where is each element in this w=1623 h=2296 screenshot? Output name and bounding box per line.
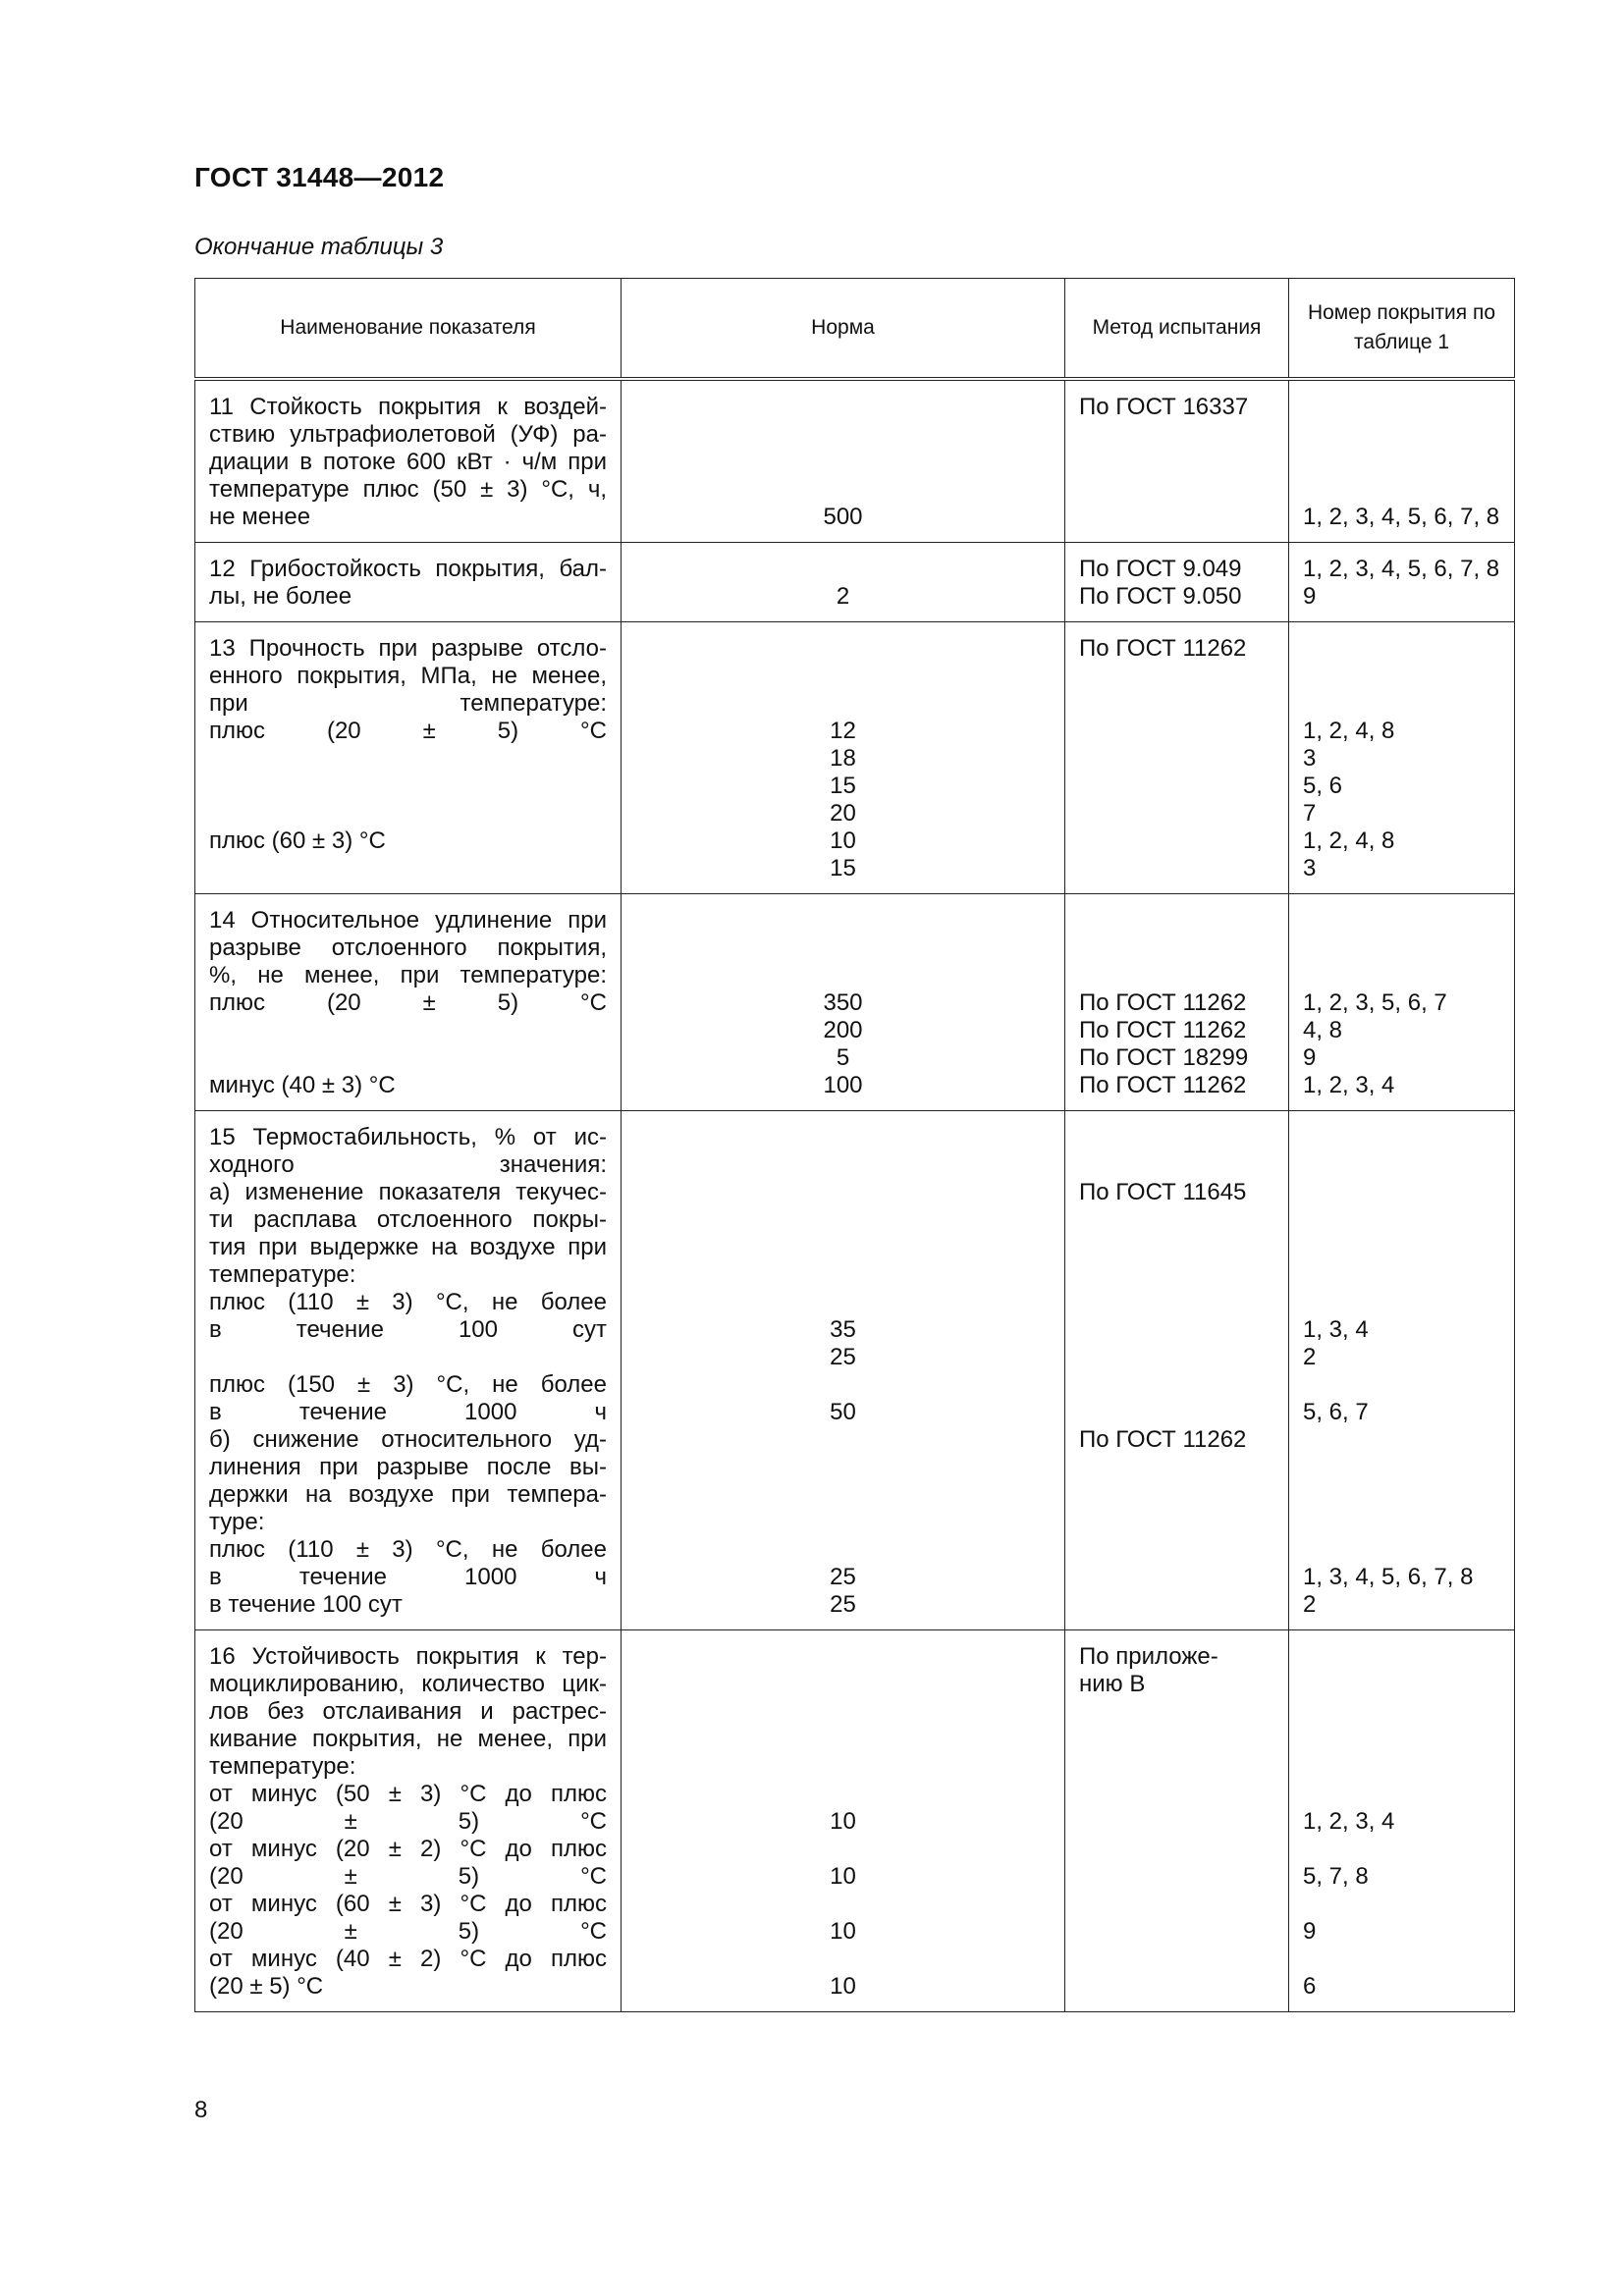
cell-line (635, 1946, 1051, 1973)
cell-line: (20 ± 5) °С (209, 1808, 607, 1835)
cell-line: 18 (830, 745, 856, 772)
cell-line (635, 421, 1051, 449)
cell-line (1079, 1371, 1274, 1399)
cell-line (1303, 962, 1500, 989)
cell-line: 1, 2, 3, 4 (1303, 1072, 1395, 1098)
cell-line (1079, 1234, 1274, 1261)
cell-line: при температуре: (209, 690, 607, 717)
cell-line: температуре: (209, 1753, 356, 1780)
cell-line (209, 800, 607, 828)
cell-line: По ГОСТ 18299 (1079, 1044, 1249, 1071)
cell-line (635, 1698, 1051, 1726)
cell-line (1079, 962, 1274, 989)
cell-line (1303, 907, 1500, 934)
cell-line: 16 Устойчивость покрытия к тер- (209, 1643, 607, 1670)
header-norm: Норма (622, 279, 1065, 380)
cell-line (1303, 1698, 1500, 1726)
cell-line (635, 1426, 1051, 1454)
cell-line: 15 (830, 773, 856, 799)
header-indicator-name: Наименование показателя (195, 279, 622, 380)
cell-line (635, 1643, 1051, 1671)
specification-table (194, 278, 1515, 2012)
cell-line (635, 1891, 1051, 1918)
cell-line: в течение 100 сут (209, 1316, 607, 1343)
cell-line: диации в потоке 600 кВт · ч/м при (209, 449, 607, 475)
cell-line: 1, 3, 4, 5, 6, 7, 8 (1303, 1564, 1474, 1590)
cell-line: линения при разрыве после вы- (209, 1454, 607, 1480)
cell-line: 20 (830, 800, 856, 827)
cell-line (1303, 1289, 1500, 1316)
cell-line: лы, не более (209, 583, 352, 610)
cell-line (635, 394, 1051, 421)
cell-line (1303, 1151, 1500, 1179)
cell-line (635, 1261, 1051, 1289)
cell-line: 10 (830, 828, 856, 854)
cell-line: 15 (830, 855, 856, 881)
cell-line (1303, 690, 1500, 718)
table-row (195, 1630, 1515, 2012)
cell-line: 10 (830, 1863, 856, 1890)
cell-line (1303, 476, 1500, 504)
cell-line: кивание покрытия, не менее, при (209, 1726, 607, 1752)
cell-line (209, 1344, 607, 1371)
cell-line: 12 (830, 718, 856, 744)
cell-line: По ГОСТ 16337 (1079, 394, 1249, 420)
cell-line: 1, 2, 3, 4, 5, 6, 7, 8 (1303, 504, 1500, 530)
cell-test-method (1065, 379, 1289, 543)
cell-coating-number (1289, 622, 1515, 894)
cell-line: 9 (1303, 583, 1317, 610)
cell-line (1303, 1836, 1500, 1863)
cell-test-method (1065, 622, 1289, 894)
cell-line: По ГОСТ 9.049 (1079, 556, 1242, 582)
cell-line: енного покрытия, МПа, не менее, (209, 663, 607, 689)
cell-line (1079, 907, 1274, 934)
cell-line (1303, 1371, 1500, 1399)
cell-line (635, 907, 1051, 934)
cell-line: температуре: (209, 1261, 356, 1288)
cell-norm-value (622, 1630, 1065, 2012)
cell-line: температуре плюс (50 ± 3) °С, ч, (209, 476, 607, 503)
cell-line (635, 934, 1051, 962)
cell-line (635, 1179, 1051, 1206)
cell-line (1303, 1481, 1500, 1509)
cell-line: По ГОСТ 11262 (1079, 989, 1247, 1016)
cell-line (1303, 1726, 1500, 1753)
cell-line (635, 1509, 1051, 1536)
cell-test-method (1065, 1111, 1289, 1630)
cell-line: 13 Прочность при разрыве отсло- (209, 635, 607, 662)
cell-line: в течение 100 сут (209, 1591, 403, 1618)
cell-line: 100 (823, 1072, 863, 1098)
table-row (195, 1111, 1515, 1630)
cell-line (1303, 1643, 1500, 1671)
cell-line (635, 1836, 1051, 1863)
cell-line (635, 556, 1051, 583)
cell-line: 1, 2, 3, 4, 5, 6, 7, 8 (1303, 556, 1500, 582)
cell-line (1303, 1179, 1500, 1206)
cell-line: 1, 2, 4, 8 (1303, 828, 1395, 854)
cell-norm-value (622, 622, 1065, 894)
cell-line: 50 (830, 1399, 856, 1425)
cell-line (635, 1726, 1051, 1753)
cell-test-method (1065, 543, 1289, 622)
cell-line: 9 (1303, 1044, 1317, 1071)
cell-coating-number (1289, 1111, 1515, 1630)
cell-norm-value (622, 543, 1065, 622)
cell-line (635, 1371, 1051, 1399)
cell-line: По ГОСТ 9.050 (1079, 583, 1242, 610)
cell-line: 10 (830, 1808, 856, 1835)
cell-line: нию В (1079, 1671, 1146, 1697)
cell-line (1303, 1234, 1500, 1261)
cell-line (635, 1481, 1051, 1509)
cell-line (1303, 449, 1500, 476)
cell-line (1303, 394, 1500, 421)
cell-line (635, 1234, 1051, 1261)
cell-line: 5, 6, 7 (1303, 1399, 1369, 1425)
cell-line (1303, 1946, 1500, 1973)
document-code: ГОСТ 31448—2012 (194, 162, 445, 192)
cell-line: По ГОСТ 11262 (1079, 1017, 1247, 1043)
cell-line: 2 (1303, 1591, 1317, 1618)
cell-line: 7 (1303, 800, 1317, 827)
cell-line: 25 (830, 1344, 856, 1370)
table-caption: Окончание таблицы 3 (194, 234, 444, 260)
cell-indicator-name (195, 894, 622, 1111)
cell-indicator-name (195, 543, 622, 622)
cell-line: 3 (1303, 855, 1317, 881)
cell-line (635, 663, 1051, 690)
cell-line: лов без отслаивания и растрес- (209, 1698, 607, 1725)
cell-line (1079, 1124, 1274, 1151)
cell-line: По ГОСТ 11262 (1079, 1426, 1247, 1453)
cell-line (1303, 1261, 1500, 1289)
cell-line: ходного значения: (209, 1151, 607, 1178)
cell-test-method (1065, 894, 1289, 1111)
cell-line: разрыве отслоенного покрытия, (209, 934, 607, 961)
cell-line: 350 (823, 989, 863, 1016)
cell-line (635, 1454, 1051, 1481)
cell-line: плюс (110 ± 3) °С, не более (209, 1289, 607, 1315)
cell-line: По ГОСТ 11262 (1079, 635, 1247, 662)
cell-line (1079, 1399, 1274, 1426)
cell-line (1303, 1206, 1500, 1234)
cell-line: 9 (1303, 1918, 1317, 1945)
cell-line: 5, 7, 8 (1303, 1863, 1369, 1890)
cell-line: 200 (823, 1017, 863, 1043)
cell-line: плюс (20 ± 5) °С (209, 989, 607, 1016)
cell-line (1079, 934, 1274, 962)
cell-line (1079, 1261, 1274, 1289)
cell-norm-value (622, 1111, 1065, 1630)
cell-line (635, 1781, 1051, 1808)
cell-line (635, 1206, 1051, 1234)
cell-line: (20 ± 5) °С (209, 1863, 607, 1890)
cell-line: 500 (823, 504, 863, 530)
cell-test-method (1065, 1630, 1289, 2012)
cell-line: 2 (1303, 1344, 1317, 1370)
cell-line (1303, 663, 1500, 690)
cell-line: держки на воздухе при темпера- (209, 1481, 607, 1508)
cell-line: 5 (836, 1044, 850, 1071)
cell-line (1303, 1781, 1500, 1808)
cell-indicator-name (195, 1111, 622, 1630)
cell-line: плюс (20 ± 5) °С (209, 718, 607, 744)
cell-line (1303, 1426, 1500, 1454)
cell-norm-value (622, 379, 1065, 543)
cell-line (1079, 1289, 1274, 1316)
cell-line: в течение 1000 ч (209, 1399, 607, 1425)
cell-line (635, 962, 1051, 989)
cell-indicator-name (195, 1630, 622, 2012)
cell-line: (20 ± 5) °С (209, 1918, 607, 1945)
cell-line: (20 ± 5) °С (209, 1973, 324, 2000)
cell-line (1303, 1454, 1500, 1481)
cell-line: %, не менее, при температуре: (209, 962, 607, 988)
cell-line: 2 (836, 583, 850, 610)
cell-line: от минус (50 ± 3) °С до плюс (209, 1781, 607, 1807)
cell-indicator-name (195, 379, 622, 543)
table-row (195, 543, 1515, 622)
cell-line: плюс (150 ± 3) °С, не более (209, 1371, 607, 1398)
cell-line (635, 690, 1051, 718)
cell-norm-value (622, 894, 1065, 1111)
cell-line: минус (40 ± 3) °С (209, 1072, 396, 1098)
cell-coating-number (1289, 379, 1515, 543)
cell-line (1303, 1671, 1500, 1698)
cell-line (209, 1044, 607, 1072)
cell-line: от минус (40 ± 2) °С до плюс (209, 1946, 607, 1972)
table-row (195, 622, 1515, 894)
cell-line (1303, 1753, 1500, 1781)
header-coating-number: Номер покрытия по таблице 1 (1289, 279, 1515, 380)
cell-line: от минус (20 ± 2) °С до плюс (209, 1836, 607, 1862)
cell-line: 4, 8 (1303, 1017, 1343, 1043)
cell-indicator-name (195, 622, 622, 894)
page-number: 8 (194, 2097, 208, 2123)
cell-line: не менее (209, 504, 311, 530)
cell-line (1303, 1509, 1500, 1536)
cell-line (209, 773, 607, 800)
cell-line: 5, 6 (1303, 773, 1343, 799)
cell-line: 25 (830, 1591, 856, 1618)
cell-coating-number (1289, 543, 1515, 622)
cell-coating-number (1289, 1630, 1515, 2012)
header-test-method: Метод испытания (1065, 279, 1289, 380)
cell-line: 1, 2, 3, 5, 6, 7 (1303, 989, 1447, 1016)
cell-line (635, 1289, 1051, 1316)
cell-line (635, 1753, 1051, 1781)
cell-line (635, 449, 1051, 476)
cell-line (635, 1124, 1051, 1151)
cell-line: 1, 2, 4, 8 (1303, 718, 1395, 744)
cell-line: По ГОСТ 11262 (1079, 1072, 1247, 1098)
cell-line: 10 (830, 1918, 856, 1945)
cell-line: от минус (60 ± 3) °С до плюс (209, 1891, 607, 1917)
cell-line: плюс (110 ± 3) °С, не более (209, 1536, 607, 1563)
cell-line: в течение 1000 ч (209, 1564, 607, 1590)
cell-line: тия при выдержке на воздухе при (209, 1234, 607, 1260)
cell-line (1079, 1151, 1274, 1179)
cell-line: 12 Грибостойкость покрытия, бал- (209, 556, 607, 582)
cell-line (635, 476, 1051, 504)
cell-line: 6 (1303, 1973, 1317, 2000)
cell-line (635, 1536, 1051, 1564)
cell-line: б) снижение относительного уд- (209, 1426, 607, 1453)
cell-line: моциклированию, количество цик- (209, 1671, 607, 1697)
table-row (195, 379, 1515, 543)
cell-line: а) изменение показателя текучес- (209, 1179, 607, 1205)
cell-line: 14 Относительное удлинение при (209, 907, 607, 934)
cell-line (1303, 1891, 1500, 1918)
cell-line: 10 (830, 1973, 856, 2000)
cell-line (635, 1151, 1051, 1179)
cell-coating-number (1289, 894, 1515, 1111)
cell-line: 11 Стойкость покрытия к воздей- (209, 394, 607, 420)
cell-line: 1, 3, 4 (1303, 1316, 1369, 1343)
cell-line (635, 1671, 1051, 1698)
cell-line (1303, 934, 1500, 962)
cell-line (209, 1017, 607, 1044)
cell-line (1303, 421, 1500, 449)
cell-line (209, 745, 607, 773)
cell-line (1303, 635, 1500, 663)
cell-line: плюс (60 ± 3) °С (209, 828, 386, 854)
cell-line: 1, 2, 3, 4 (1303, 1808, 1395, 1835)
cell-line (635, 635, 1051, 663)
cell-line (1079, 1206, 1274, 1234)
cell-line (1079, 1316, 1274, 1344)
table-header-row (195, 279, 1515, 380)
table-row (195, 894, 1515, 1111)
cell-line: 35 (830, 1316, 856, 1343)
cell-line (1079, 1344, 1274, 1371)
cell-line: По ГОСТ 11645 (1079, 1179, 1247, 1205)
cell-line: ти расплава отслоенного покры- (209, 1206, 607, 1233)
cell-line: 3 (1303, 745, 1317, 772)
cell-line: туре: (209, 1509, 265, 1535)
cell-line (1303, 1536, 1500, 1564)
cell-line: По приложе- (1079, 1643, 1218, 1670)
cell-line (1303, 1124, 1500, 1151)
cell-line: ствию ультрафиолетовой (УФ) ра- (209, 421, 607, 448)
cell-line: 25 (830, 1564, 856, 1590)
cell-line: 15 Термостабильность, % от ис- (209, 1124, 607, 1150)
